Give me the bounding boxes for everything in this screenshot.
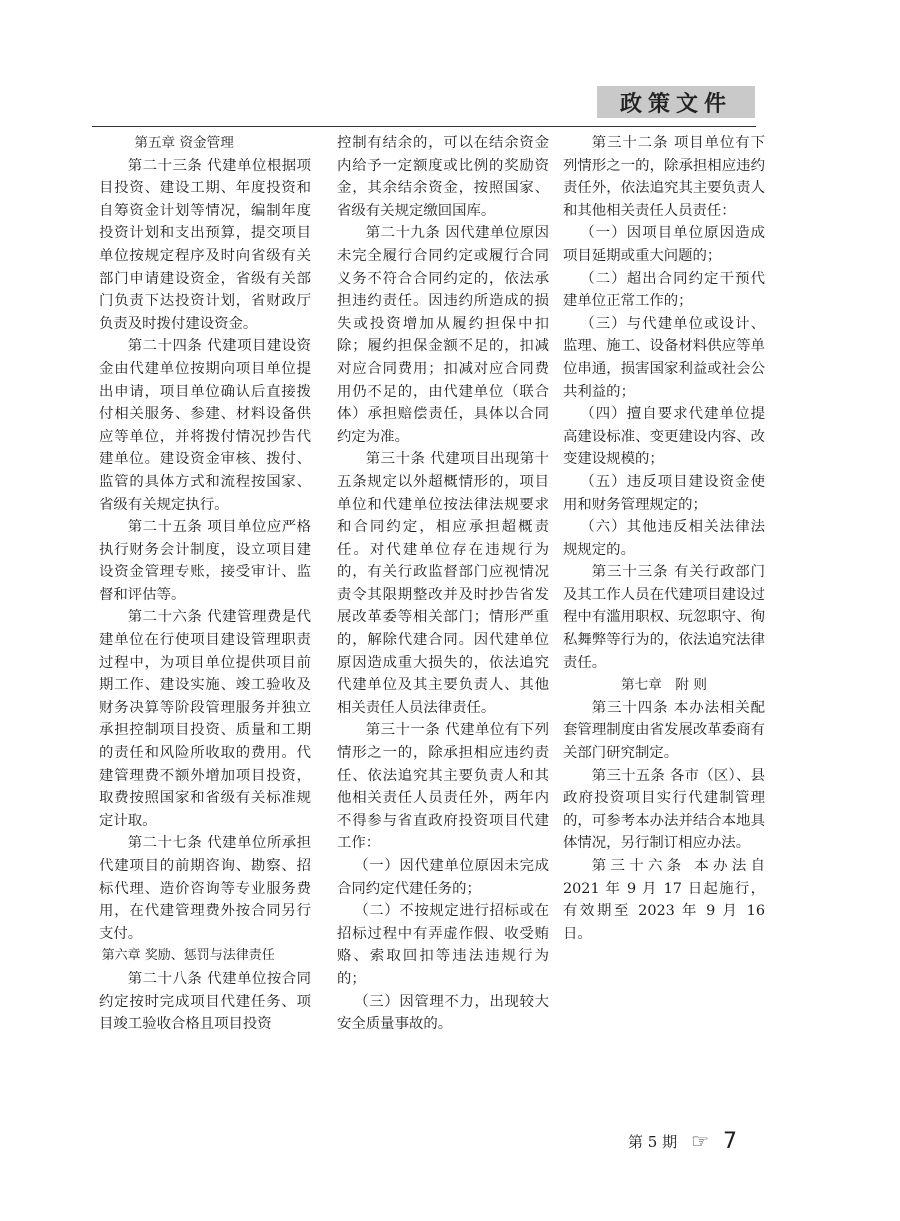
header-divider [92,126,756,127]
article-paragraph: 第三十三条 有关行政部门及其工作人员在代建项目建设过程中有滥用职权、玩忽职守、徇私舞弊等行为的，依法追究法律责任。 [563,564,765,671]
list-item: （五）违反项目建设资金使用和财务管理规定的； [563,473,765,513]
list-item: （六）其他违反相关法律法规规定的。 [563,519,765,558]
chapter-heading: 第五章 资金管理 [134,135,234,151]
list-item: （一）因代建单位原因未完成合同约定代建任务的； [337,858,549,897]
chapter-heading: 第七章 附 则 [621,677,707,694]
article-paragraph: 第二十九条 因代建单位原因未完全履行合同约定或履行合同义务不符合合同约定的，依法承担违约责任。因违约所造成的损失或投资增加从履约担保中扣除；履约担保金额不足的，扣减对应合同费用；扣减对应合同费用仍不足的，由代建单位（联合体）承担赔偿责任，具体以合同约定为准。 [337,225,549,445]
article-paragraph: 第三十五条 各市（区）、县政府投资项目实行代建制管理的，可参考本办法并结合本地具体情况，另行制订相应办法。 [563,767,765,852]
list-item: （一）因项目单位原因造成项目延期或重大问题的； [563,225,765,264]
article-paragraph: 第二十六条 代建管理费是代建单位在行使项目建设管理职责过程中，为项目单位提供项目前期工作、建设实施、竣工验收及财务决算等阶段管理服务并独立承担控制项目投资、质量和工期的责任和风险所收取的费用。代建管理费不额外增加项目投资，取费按照国家和省级有关标准规定计取。 [99,609,311,829]
article-paragraph: 第三十条 代建项目出现第十五条规定以外超概情形的，项目单位和代建单位按法律法规要求和合同约定，相应承担超概责任。对代建单位存在违规行为的，有关行政监督部门应视情况责令其限期整改并及时抄告省发展改革委等相关部门；情形严重的，解除代建合同。因代建单位原因造成重大损失的，依法追究代建单位及其主要负责人、其他相关责任人员法律责任。 [337,451,549,716]
text-column-3 [563,132,765,945]
list-item: （三）与代建单位或设计、监理、施工、设备材料供应等单位串通，损害国家利益或社会公共利益的； [563,315,765,400]
article-paragraph-continued: 控制有结余的，可以在结余资金内给予一定额度或比例的奖励资金，其余结余资金，按照国家、省级有关规定缴回国库。 [337,135,549,219]
article-paragraph: 第二十七条 代建单位所承担代建项目的前期咨询、勘察、招标代理、造价咨询等专业服务费用，在代建管理费外按合同另行支付。 [99,835,311,942]
pointing-hand-icon: ☞ [691,1129,710,1153]
list-item: （四）擅自要求代建单位提高建设标准、变更建设内容、改变建设规模的； [563,406,765,468]
article-paragraph: 第二十四条 代建项目建设资金由代建单位按期向项目单位提出申请，项目单位确认后直接拨付相关服务、参建、材料设备供应等单位，并将拨付情况抄告代建单位。建设资金审核、拨付、监管的具体方式和流程按国家、省级有关规定执行。 [99,338,311,513]
text-column-1 [99,132,311,1036]
page-footer [628,1127,737,1155]
article-paragraph: 第三十六条 本办法自 2021 年 9 月 17 日起施行，有效期至 2023 年 9 月 16 日。 [563,858,765,942]
article-paragraph: 第二十八条 代建单位按合同约定按时完成项目代建任务、项目竣工验收合格且项目投资 [99,970,311,1033]
chapter-heading: 第六章 奖励、惩罚与法律责任 [101,948,275,964]
article-paragraph: 第三十一条 代建单位有下列情形之一的，除承担相应违约责任、依法追究其主要负责人和其他相关责任人员责任外，两年内不得参与省直政府投资项目代建工作： [337,722,549,852]
issue-number: 第 5 期 [628,1132,678,1151]
article-paragraph: 第三十四条 本办法相关配套管理制度由省发展改革委商有关部门研究制定。 [563,699,765,762]
article-paragraph: 第二十三条 代建单位根据项目投资、建设工期、年度投资和自筹资金计划等情况，编制年度投资计划和支出预算，提交项目单位按规定程序及时向省级有关部门申请建设资金，省级有关部门负责下达投资计划，省财政厅负责及时拨付建设资金。 [99,157,311,332]
article-paragraph: 第三十二条 项目单位有下列情形之一的，除承担相应违约责任外，依法追究其主要负责人和其他相关责任人员责任： [563,135,765,219]
section-title: 政策文件 [597,86,755,118]
page-number: 7 [723,1128,738,1154]
list-item: （二）不按规定进行招标或在招标过程中有弄虚作假、收受贿赂、索取回扣等违法违规行为的； [337,903,549,987]
text-column-2 [337,132,549,1036]
article-paragraph: 第二十五条 项目单位应严格执行财务会计制度，设立项目建设资金管理专账，接受审计、监督和评估等。 [99,519,311,603]
list-item: （三）因管理不力，出现较大安全质量事故的。 [337,993,549,1033]
list-item: （二）超出合同约定干预代建单位正常工作的； [563,270,765,310]
